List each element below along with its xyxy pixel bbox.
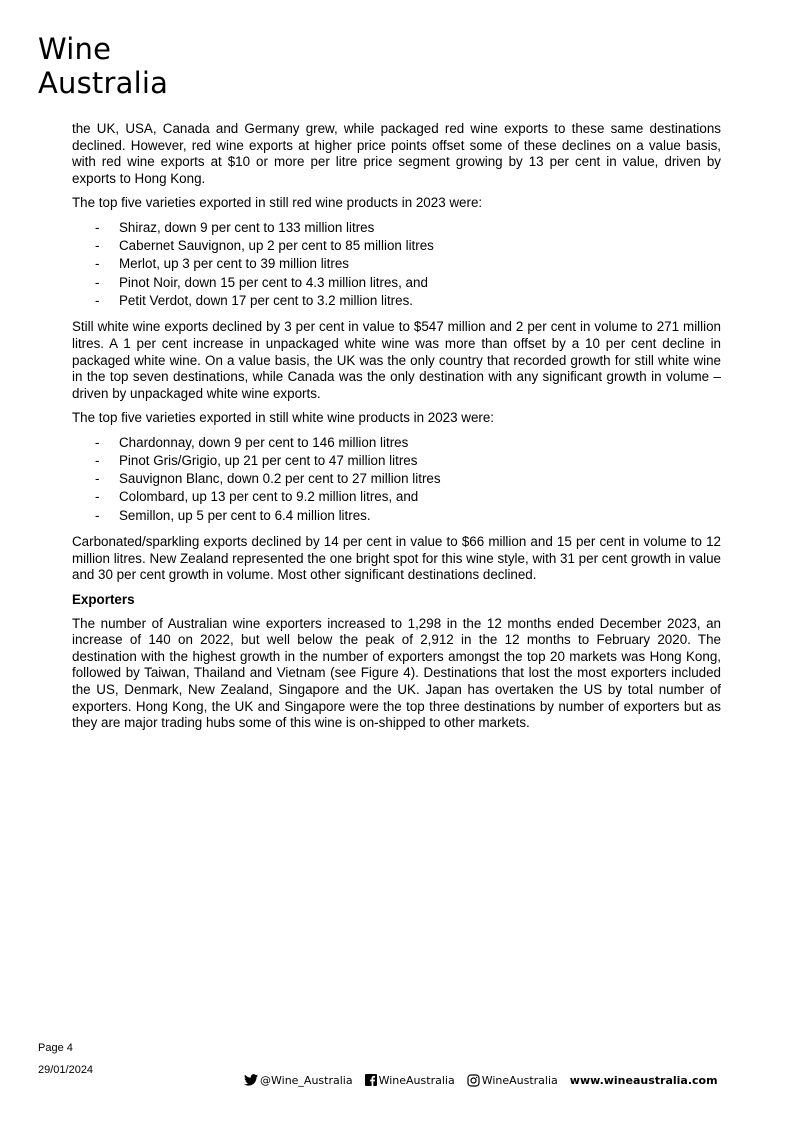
facebook-icon bbox=[365, 1074, 377, 1086]
publication-date: 29/01/2024 bbox=[38, 1064, 94, 1076]
list-item: - Shiraz, down 9 per cent to 133 million litres bbox=[95, 219, 375, 235]
list-item: - Merlot, up 3 per cent to 39 million litres bbox=[95, 256, 349, 272]
white-varieties-list bbox=[72, 435, 721, 524]
logo-line-2: Australia bbox=[38, 66, 169, 100]
paragraph-white-exports: Still white wine exports declined by 3 per cent in value to $547 million and 2 per cent in volume to 271 million litres. A 1 per cent increase in unpackaged white wine was more than offset by a 10 per cent decline in packaged white wine. On a value basis, the UK was the only country that recorded growth for still white wine in the top seven destinations, while Canada was the only destination with any significant growth in volume – driven by unpackaged white wine exports. bbox=[72, 319, 721, 401]
twitter-icon bbox=[244, 1074, 258, 1086]
footer-social-links bbox=[244, 1072, 730, 1088]
facebook-handle: WineAustralia bbox=[378, 1073, 455, 1087]
facebook-link[interactable] bbox=[365, 1074, 455, 1087]
logo-line-1: Wine bbox=[38, 32, 112, 66]
instagram-link[interactable] bbox=[467, 1074, 558, 1087]
list-dash: - bbox=[95, 453, 100, 469]
list-dash: - bbox=[95, 292, 100, 308]
list-dash: - bbox=[95, 434, 100, 450]
wine-australia-logo bbox=[38, 32, 168, 100]
paragraph-exporters: The number of Australian wine exporters increased to 1,298 in the 12 months ended December 2023, an increase of 140 on 2022, but well below the peak of 2,912 in the 12 months to February 2020. The destination with the highest growth in the number of exporters amongst the top 20 markets was Hong Kong, followed by Taiwan, Thailand and Vietnam (see Figure 4). Destinations that lost the most exporters included the US, Denmark, New Zealand, Singapore and the UK. Japan has overtaken the US by total number of exporters. Hong Kong, the UK and Singapore were the top three destinations by number of exporters but as they are major trading hubs some of this wine is on-shipped to other markets. bbox=[72, 615, 721, 731]
list-item: - Petit Verdot, down 17 per cent to 3.2 million litres. bbox=[95, 292, 414, 308]
twitter-link[interactable] bbox=[244, 1074, 353, 1087]
instagram-icon bbox=[467, 1074, 480, 1087]
list-dash: - bbox=[95, 471, 100, 487]
website-link[interactable]: www.wineaustralia.com bbox=[569, 1073, 718, 1087]
list-item: - Pinot Gris/Grigio, up 21 per cent to 47 million litres bbox=[95, 453, 418, 469]
red-varieties-intro: The top five varieties exported in still red wine products in 2023 were: bbox=[72, 195, 483, 211]
paragraph-sparkling-exports: Carbonated/sparkling exports declined by 14 per cent in value to $66 million and 15 per cent in volume to 12 million litres. New Zealand represented the one bright spot for this wine style, with 31 per cent growth in value and 30 per cent growth in volume. Most other significant destinations declined. bbox=[72, 534, 721, 583]
list-dash: - bbox=[95, 256, 100, 272]
list-dash: - bbox=[95, 274, 100, 290]
list-dash: - bbox=[95, 238, 100, 254]
paragraph-red-exports: the UK, USA, Canada and Germany grew, while packaged red wine exports to these same destinations declined. However, red wine exports at higher price points offset some of these declines on a value basis, with red wine exports at $10 or more per litre price segment growing by 13 per cent in value, driven by exports to Hong Kong. bbox=[72, 121, 721, 186]
main-content bbox=[72, 121, 721, 740]
instagram-handle: WineAustralia bbox=[481, 1073, 558, 1087]
list-item: - Pinot Noir, down 15 per cent to 4.3 million litres, and bbox=[95, 274, 428, 290]
list-dash: - bbox=[95, 219, 100, 235]
list-item: - Cabernet Sauvignon, up 2 per cent to 85 million litres bbox=[95, 238, 434, 254]
red-varieties-list bbox=[72, 220, 721, 309]
list-item: - Sauvignon Blanc, down 0.2 per cent to 27 million litres bbox=[95, 471, 441, 487]
list-item: - Chardonnay, down 9 per cent to 146 million litres bbox=[95, 434, 409, 450]
twitter-handle: @Wine_Australia bbox=[260, 1073, 353, 1087]
list-dash: - bbox=[95, 489, 100, 505]
section-heading-exporters: Exporters bbox=[72, 592, 135, 607]
white-varieties-intro: The top five varieties exported in still white wine products in 2023 were: bbox=[72, 410, 495, 426]
list-dash: - bbox=[95, 507, 100, 523]
page-number: Page 4 bbox=[38, 1042, 73, 1054]
list-item: - Semillon, up 5 per cent to 6.4 million litres. bbox=[95, 507, 371, 523]
list-item: - Colombard, up 13 per cent to 9.2 million litres, and bbox=[95, 489, 419, 505]
